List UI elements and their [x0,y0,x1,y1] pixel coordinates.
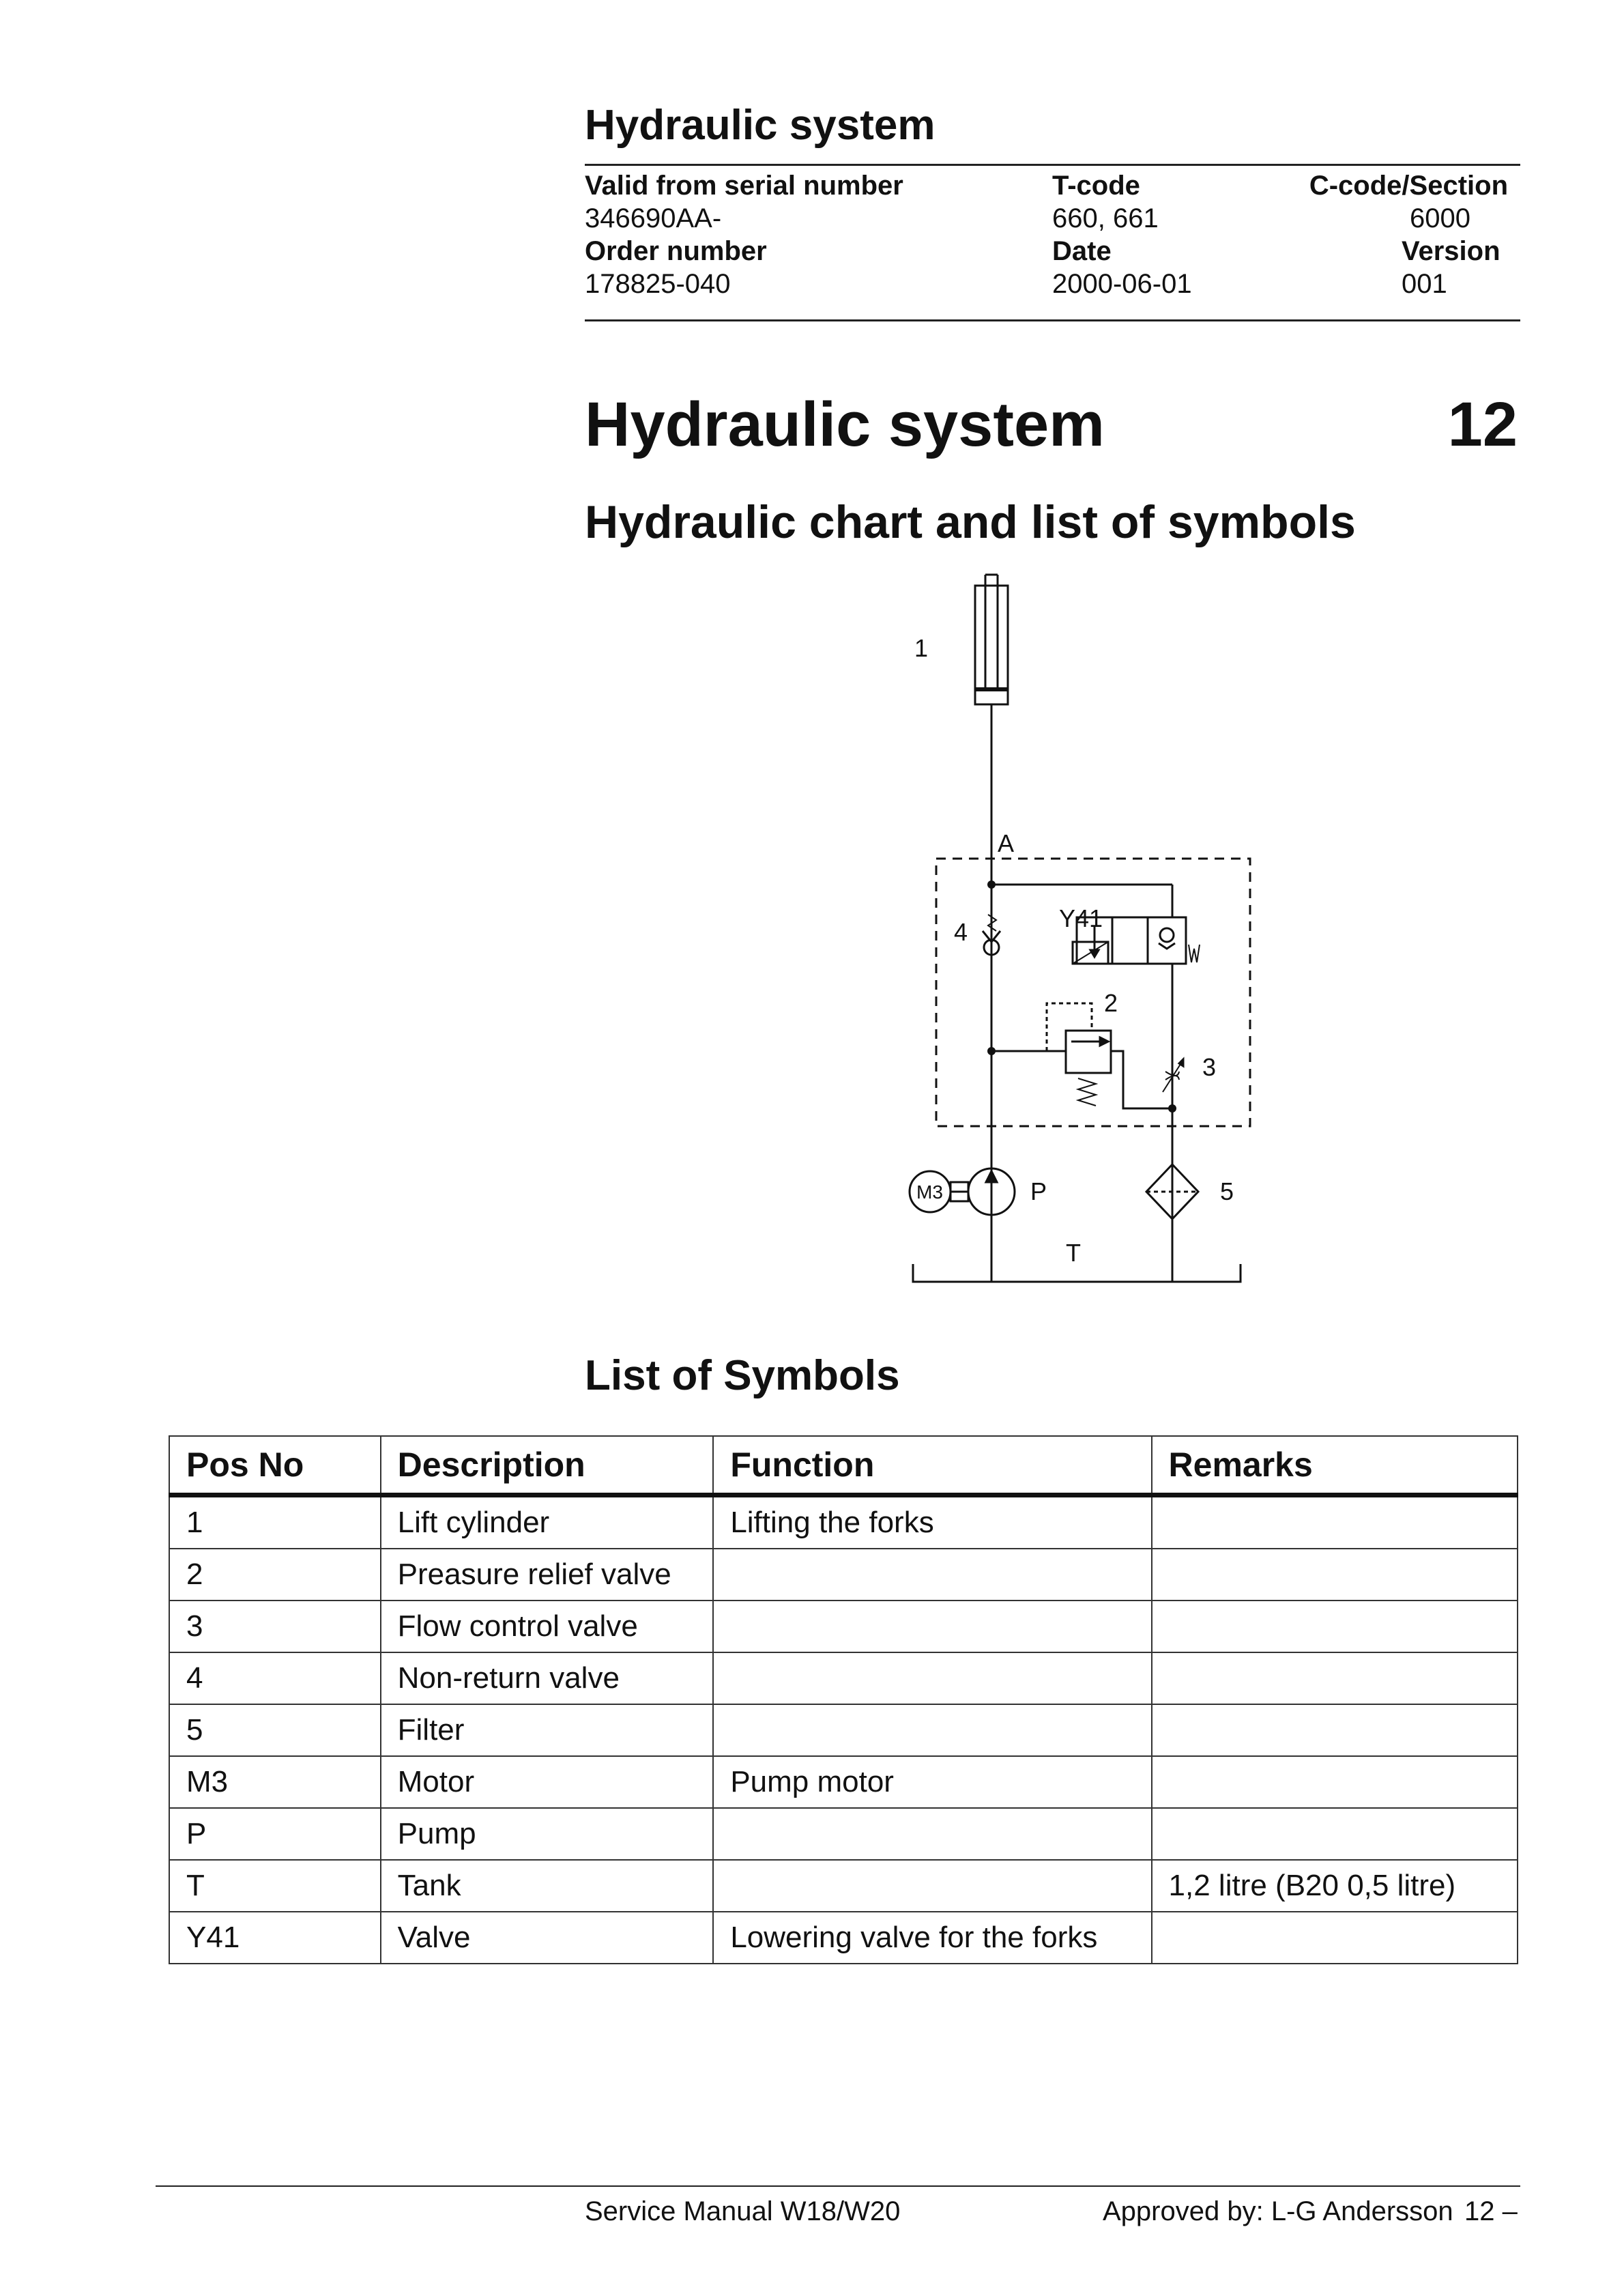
cell-remarks [1152,1601,1518,1652]
cell-remarks [1152,1756,1518,1808]
meta-ccode [1309,169,1508,300]
cell-pos: P [169,1808,381,1860]
table-row [169,1495,1518,1549]
header-top-rule [585,164,1520,166]
cell-description: Tank [381,1860,714,1912]
table-row [169,1912,1518,1964]
footer-rule [156,2185,1520,2187]
version-value: 001 [1402,269,1447,299]
document-title: Hydraulic system [585,102,936,149]
cell-description: Filter [381,1704,714,1756]
label-relief-valve: 2 [1104,989,1118,1017]
cell-remarks [1152,1652,1518,1704]
cell-pos: 5 [169,1704,381,1756]
cell-description: Lift cylinder [381,1495,714,1549]
cell-remarks [1152,1495,1518,1549]
cell-pos: T [169,1860,381,1912]
label-tank: T [1066,1239,1081,1267]
order-value: 178825-040 [585,269,731,299]
tcode-value: 660, 661 [1052,203,1159,233]
valid-from-value: 346690AA- [585,203,722,233]
column-header: Pos No [169,1436,381,1495]
footer-page: 12 – [1464,2196,1518,2226]
tcode-label: T-code [1052,171,1140,201]
label-cylinder: 1 [914,634,929,662]
cell-function: Lifting the forks [713,1495,1151,1549]
label-port-a: A [998,829,1015,857]
chapter-title: Hydraulic system [585,390,1105,459]
cell-function [713,1704,1151,1756]
footer-manual: Service Manual W18/W20 [585,2196,901,2226]
footer-approved: Approved by: L-G Andersson [1103,2196,1453,2226]
table-row [169,1704,1518,1756]
cell-function: Pump motor [713,1756,1151,1808]
table-row [169,1756,1518,1808]
meta-valid-from [585,169,903,300]
label-pump: P [1030,1177,1047,1205]
cell-pos: Y41 [169,1912,381,1964]
date-value: 2000-06-01 [1052,269,1192,299]
section-title: Hydraulic chart and list of symbols [585,496,1356,548]
valve-block-boundary [936,859,1250,1126]
label-solenoid: Y41 [1059,904,1103,932]
cell-function [713,1652,1151,1704]
relief-valve-symbol [991,1003,1172,1108]
version-label: Version [1402,236,1500,266]
cell-description: Flow control valve [381,1601,714,1652]
cell-description: Non-return valve [381,1652,714,1704]
cell-description: Preasure relief valve [381,1549,714,1601]
list-of-symbols-title: List of Symbols [585,1352,900,1399]
table-row [169,1601,1518,1652]
cell-description: Motor [381,1756,714,1808]
cell-remarks: 1,2 litre (B20 0,5 litre) [1152,1860,1518,1912]
symbols-table [169,1435,1518,1964]
cell-function: Lowering valve for the forks [713,1912,1151,1964]
header-bottom-rule [585,319,1520,321]
hydraulic-diagram [873,573,1269,1297]
column-header: Function [713,1436,1151,1495]
ccode-value: 6000 [1410,203,1470,233]
table-header-row [169,1436,1518,1495]
table-row [169,1860,1518,1912]
lift-cylinder-symbol [975,575,1008,704]
cell-function [713,1808,1151,1860]
cell-pos: 3 [169,1601,381,1652]
cell-function [713,1549,1151,1601]
date-label: Date [1052,236,1112,266]
meta-tcode [1052,169,1192,300]
label-filter: 5 [1220,1177,1234,1205]
cell-remarks [1152,1912,1518,1964]
cell-pos: M3 [169,1756,381,1808]
cell-remarks [1152,1808,1518,1860]
column-header: Description [381,1436,714,1495]
table-row [169,1808,1518,1860]
cell-function [713,1601,1151,1652]
chapter-number: 12 [1447,390,1518,459]
cell-function [713,1860,1151,1912]
ccode-label: C-code/Section [1309,171,1508,201]
column-header: Remarks [1152,1436,1518,1495]
order-label: Order number [585,236,767,266]
valid-from-label: Valid from serial number [585,171,903,201]
table-row [169,1549,1518,1601]
cell-remarks [1152,1704,1518,1756]
cell-pos: 4 [169,1652,381,1704]
cell-pos: 2 [169,1549,381,1601]
table-row [169,1652,1518,1704]
cell-description: Valve [381,1912,714,1964]
cell-remarks [1152,1549,1518,1601]
cell-description: Pump [381,1808,714,1860]
label-check-valve: 4 [954,918,968,946]
cell-pos: 1 [169,1495,381,1549]
label-flow-valve: 3 [1202,1053,1217,1081]
label-motor: M3 [916,1181,943,1203]
